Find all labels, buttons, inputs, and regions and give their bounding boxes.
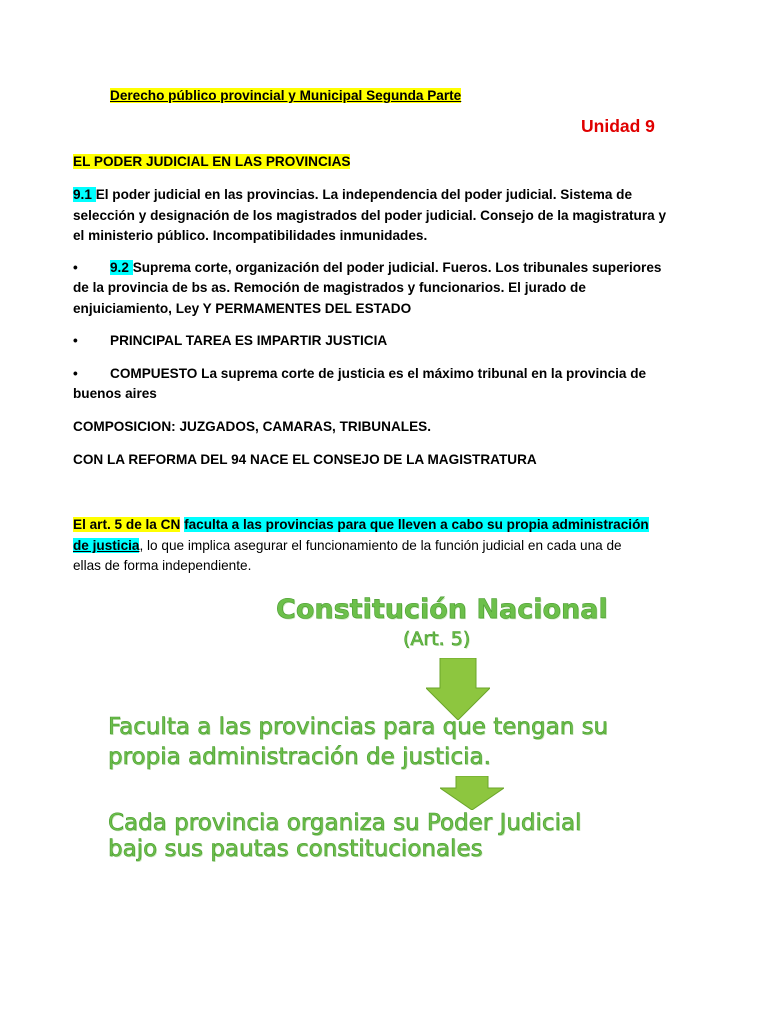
bullet-dot: • bbox=[73, 366, 78, 381]
document-title: Derecho público provincial y Municipal Segunda Parte bbox=[110, 88, 462, 103]
composicion-line: COMPOSICION: JUZGADOS, CAMARAS, TRIBUNALES. bbox=[73, 419, 431, 434]
p91-number: 9.1 bbox=[73, 187, 96, 202]
diagram-box2-line2: bajo sus pautas constitucionales bbox=[108, 836, 483, 862]
down-arrow-icon bbox=[426, 658, 490, 720]
diagram-title: Constitución Nacional bbox=[276, 594, 608, 625]
art5-lead: El art. 5 de la CN bbox=[73, 517, 181, 532]
reforma-line: CON LA REFORMA DEL 94 NACE EL CONSEJO DE LA MAGISTRATURA bbox=[73, 452, 537, 467]
art5-line1 bbox=[73, 515, 649, 535]
diagram-box1-line1: Faculta a las provincias para que tengan su bbox=[108, 714, 609, 740]
p92-line3: enjuiciamiento, Ley Y PERMAMENTES DEL ESTADO bbox=[73, 301, 412, 316]
bullet-compuesto-line1: COMPUESTO La suprema corte de justicia es el máximo tribunal en la provincia de bbox=[110, 366, 647, 381]
diagram-box1-line2: propia administración de justicia. bbox=[108, 744, 491, 770]
art5-line2: de justicia, lo que implica asegurar el funcionamiento de la función judicial en cada una de bbox=[73, 538, 622, 553]
diagram-box2-line1: Cada provincia organiza su Poder Judicial bbox=[108, 810, 582, 836]
art5-line3: ellas de forma independiente. bbox=[73, 558, 252, 573]
bullet-dot: • bbox=[73, 333, 78, 348]
unit-heading: Unidad 9 bbox=[581, 116, 655, 136]
p92-number: 9.2 bbox=[110, 260, 133, 275]
p91-line1: 9.1 El poder judicial en las provincias. La independencia del poder judicial. Sistema de bbox=[73, 187, 633, 202]
p91-line2: selección y designación de los magistrados del poder judicial. Consejo de la magistratura y bbox=[73, 208, 667, 223]
down-arrow-icon bbox=[440, 776, 504, 810]
p92-line1: 9.2 Suprema corte, organización del poder judicial. Fueros. Los tribunales superiores bbox=[110, 260, 662, 275]
bullet-dot: • bbox=[73, 260, 78, 275]
p92-line2: de la provincia de bs as. Remoción de magistrados y funcionarios. El jurado de bbox=[73, 280, 586, 295]
diagram-subtitle: (Art. 5) bbox=[403, 628, 471, 650]
constitution-diagram bbox=[100, 588, 768, 878]
section-title: EL PODER JUDICIAL EN LAS PROVINCIAS bbox=[73, 154, 351, 169]
art5-highlight: faculta a las provincias para que lleven a cabo su propia administración bbox=[184, 517, 649, 532]
p91-line3: el ministerio público. Incompatibilidades inmunidades. bbox=[73, 228, 428, 243]
bullet-compuesto-line2: buenos aires bbox=[73, 386, 157, 401]
bullet-tarea-text: PRINCIPAL TAREA ES IMPARTIR JUSTICIA bbox=[110, 333, 388, 348]
